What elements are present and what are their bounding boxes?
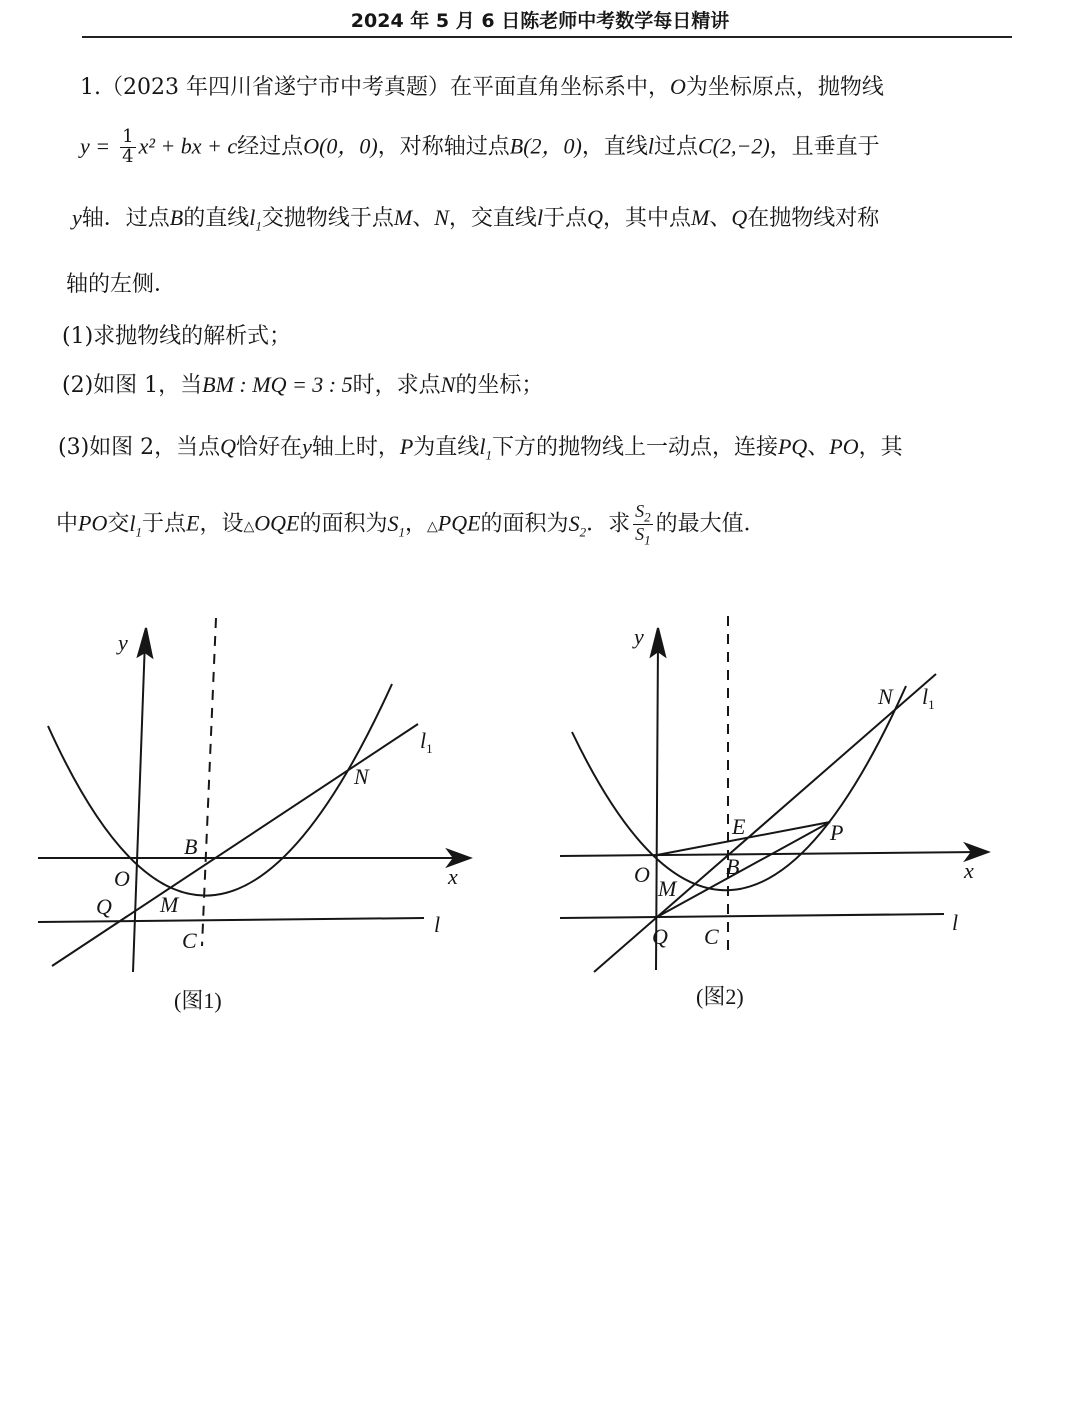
- problem-line-4: [66, 272, 176, 298]
- expr-prefix: y =: [80, 133, 111, 159]
- var-S1: $S_1$: [387, 510, 405, 540]
- problem-text: ，交直线: [448, 206, 537, 231]
- header-rule: [82, 36, 1012, 38]
- label-O: O: [114, 866, 130, 891]
- label-x: x: [964, 858, 974, 883]
- problem-text: 为直线: [413, 435, 480, 460]
- problem-text: 在平面直角坐标系中，: [449, 75, 670, 100]
- label-B: B: [184, 834, 198, 859]
- y-axis-arrow: [138, 628, 152, 657]
- var-PQE: PQE: [437, 510, 481, 536]
- problem-text: 的坐标；: [455, 373, 544, 398]
- fraction-S2-over-S1: [633, 502, 653, 547]
- problem-text: 的直线: [183, 206, 250, 231]
- var-Q: Q: [731, 205, 748, 230]
- var-l: l: [647, 133, 654, 159]
- var-P: P: [399, 434, 414, 459]
- fraction-one-quarter: [120, 128, 135, 167]
- problem-source: （2023 年四川省遂宁市中考真题）: [101, 75, 450, 100]
- var-l1: $l_1$: [479, 434, 492, 463]
- var-S2: $S_2$: [568, 510, 587, 540]
- y-axis-arrow: [651, 628, 665, 656]
- problem-text: 轴上时，: [311, 435, 400, 460]
- problem-text: 交: [107, 511, 130, 537]
- frac-num: 1: [122, 126, 134, 147]
- label-Q: Q: [652, 924, 668, 949]
- line-l1: [594, 674, 936, 972]
- problem-text: 下方的抛物线上一动点，连接: [491, 435, 778, 460]
- problem-text: 交抛物线于点: [261, 206, 394, 231]
- var-OQE: OQE: [254, 510, 300, 536]
- ratio-expr: BM : MQ = 3 : 5: [202, 372, 353, 397]
- line-l: [560, 914, 944, 918]
- var-PO: PO: [829, 434, 859, 459]
- problem-text: 的面积为: [480, 511, 569, 537]
- label-O: O: [634, 862, 650, 887]
- var-PQ: PQ: [777, 434, 808, 459]
- problem-text: (3)如图 2，当点: [58, 435, 221, 460]
- var-O: O: [670, 74, 686, 99]
- frac-den: $S_1$: [635, 524, 651, 548]
- triangle-symbol: △: [427, 518, 438, 535]
- figure-2: [540, 600, 1080, 1030]
- parabola: [48, 684, 392, 896]
- y-axis: [133, 640, 145, 972]
- var-E: E: [186, 510, 200, 536]
- problem-text: 恰好在: [236, 435, 303, 460]
- var-l1: $l_1$: [129, 510, 142, 540]
- label-y: y: [634, 624, 644, 649]
- label-l1: $l_1$: [420, 728, 433, 756]
- problem-text: (2)如图 1，当: [62, 373, 203, 398]
- label-N: N: [354, 764, 369, 789]
- problem-text: 轴．过点: [81, 206, 170, 231]
- problem-text: 轴的左侧．: [66, 272, 177, 297]
- point-C: C(2,−2): [698, 133, 770, 159]
- problem-number: 1.: [80, 75, 101, 100]
- frac-den: 4: [122, 145, 134, 167]
- problem-text: 、: [412, 206, 435, 231]
- problem-line-3: [72, 205, 879, 234]
- question-1-text: (1)求抛物线的解析式；: [62, 324, 292, 349]
- var-l: l: [536, 205, 544, 230]
- problem-text: 于点: [543, 206, 588, 231]
- problem-text: ．求: [586, 511, 631, 537]
- label-C: C: [704, 924, 719, 949]
- problem-text: 在抛物线对称: [747, 206, 880, 231]
- label-E: E: [732, 814, 746, 839]
- label-l: l: [952, 910, 959, 935]
- var-Q: Q: [587, 205, 603, 230]
- problem-text: 中: [56, 511, 79, 537]
- question-2: [62, 372, 543, 399]
- symmetry-axis: [202, 618, 216, 946]
- var-y: y: [72, 205, 82, 230]
- expr-suffix: x² + bx + c: [138, 133, 238, 159]
- line-l1: [52, 724, 418, 966]
- problem-text: 的面积为: [299, 511, 388, 537]
- problem-line-2: [80, 128, 880, 167]
- y-axis: [656, 640, 658, 970]
- problem-text: ，对称轴过点: [377, 134, 510, 160]
- problem-text: 、: [807, 435, 830, 460]
- var-Q: Q: [220, 434, 237, 459]
- var-y: y: [302, 434, 312, 459]
- problem-text: 经过点: [237, 134, 304, 160]
- var-PO: PO: [78, 510, 108, 536]
- var-B: B: [169, 205, 184, 230]
- figure-2-caption: (图2): [696, 984, 744, 1009]
- label-M: M: [160, 892, 179, 917]
- problem-text: ，设: [199, 511, 244, 537]
- label-l1: $l_1$: [922, 684, 935, 712]
- var-M: M: [690, 205, 710, 230]
- label-P: P: [830, 820, 844, 845]
- problem-text: 过点: [653, 134, 698, 160]
- problem-text: ，其: [858, 435, 903, 460]
- var-M: M: [393, 205, 413, 230]
- problem-text: ，: [404, 511, 427, 537]
- figure-1: [0, 600, 540, 1030]
- problem-text: ，其中点: [602, 206, 691, 231]
- problem-text: ，直线: [581, 134, 648, 160]
- frac-num: $S_2$: [635, 501, 651, 525]
- label-C: C: [182, 928, 197, 953]
- label-N: N: [878, 684, 893, 709]
- var-N: N: [434, 205, 449, 230]
- problem-text: 为坐标原点，抛物线: [685, 75, 884, 100]
- point-O: O(0，0): [303, 133, 378, 159]
- point-B: B(2，0): [509, 133, 582, 159]
- question-1: [62, 324, 291, 350]
- label-x: x: [448, 864, 458, 889]
- label-Q: Q: [96, 894, 112, 919]
- label-l: l: [434, 912, 441, 937]
- var-l1: $l_1$: [249, 205, 262, 234]
- problem-text: 时，求点: [352, 373, 441, 398]
- triangle-symbol: △: [243, 518, 255, 535]
- label-y: y: [118, 630, 128, 655]
- problem-text: 的最大值．: [655, 511, 766, 537]
- question-3-line-2: [56, 502, 766, 547]
- problem-text: 于点: [141, 511, 186, 537]
- figure-1-caption: (图1): [174, 988, 222, 1013]
- var-N: N: [440, 372, 456, 397]
- problem-line-1: [80, 74, 884, 101]
- question-3-line-1: [58, 434, 903, 463]
- label-B: B: [726, 854, 740, 879]
- page-header: 2024 年 5 月 6 日陈老师中考数学每日精讲: [350, 10, 730, 32]
- problem-text: 、: [709, 206, 732, 231]
- problem-text: ，且垂直于: [769, 134, 880, 160]
- label-M: M: [658, 876, 677, 901]
